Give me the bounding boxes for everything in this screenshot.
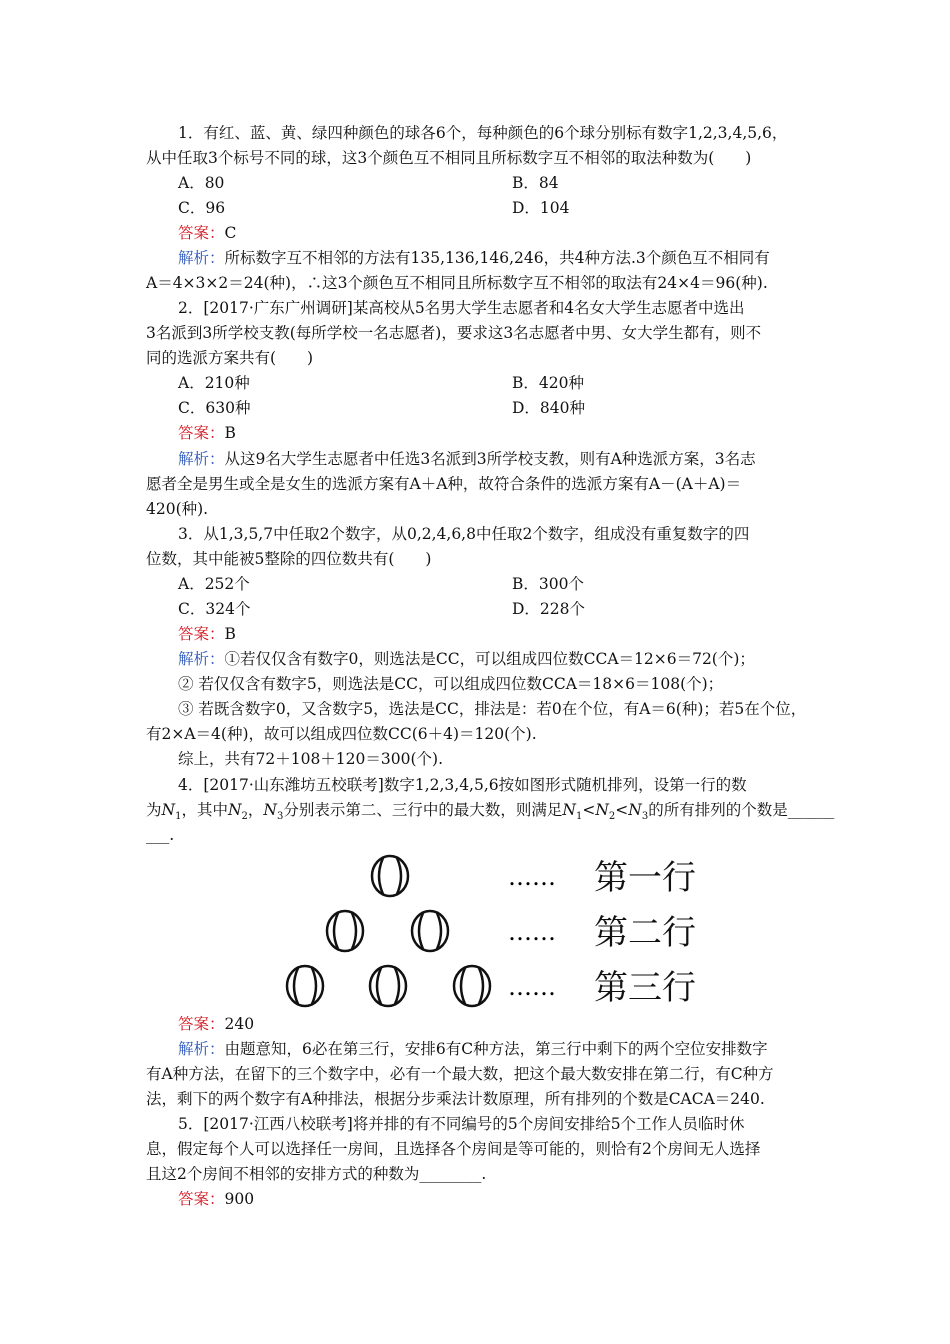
q2-analysis-line2: 愿者全是男生或全是女生的选派方案有A＋A种，故符合条件的选派方案有A－(A＋A)＝ [146,475,742,493]
q2-answer [178,422,236,444]
q2-answer-value: B [224,424,236,442]
ball-triangle-figure [280,838,720,1014]
q1-answer-value: C [224,224,237,242]
q1-analysis-line2: A＝4×3×2＝24(种)，∴这3个颜色互不相同且所标数字互不相邻的取法有24×4＝96(种). [146,274,768,292]
q3-answer-value: B [224,625,236,643]
q5-answer-value: 900 [224,1190,255,1208]
q4-stem-text-a: 为 [146,801,162,819]
q3-analysis-line4: 有2×A＝4(种)，故可以组成四位数CC(6＋4)＝120(个). [146,725,537,743]
q4-answer [178,1013,254,1035]
q3-answer [178,623,236,645]
q4-stem-line1: 4．[2017·山东潍坊五校联考]数字1,2,3,4,5,6按如图形式随机排列，设第一行的数 [178,776,747,794]
q3-stem-line2: 位数，其中能被5整除的四位数共有( ) [146,550,432,568]
q1-stem-line2: 从中任取3个标号不同的球，这3个颜色互不相同且所标数字互不相邻的取法种数为( ) [146,149,752,167]
q3-answer-label: 答案： [178,625,225,643]
q4-cond-n2: N [595,801,609,819]
q2-option-c: C．630种 [178,399,251,417]
q2-stem-line2: 3名派到3所学校支教(每所学校一名志愿者)，要求这3名志愿者中男、女大学生都有，则不 [146,324,762,342]
q2-stem-line3: 同的选派方案共有( ) [146,349,314,367]
ball-icon-row2-left [327,911,363,951]
q3-option-b: B．300个 [512,575,584,593]
q5-answer [178,1188,254,1210]
q3-analysis-line3: ③ 若既含数字0，又含数字5，选法是CC，排法是：若0在个位，有A＝6(种)；若5在个位， [178,700,807,718]
q5-answer-label: 答案： [178,1190,225,1208]
q4-stem-text-b: ，其中 [181,801,228,819]
q4-stem-line2 [146,799,834,828]
q1-option-d: D．104 [512,199,570,217]
q4-cond-n1-sub: 1 [575,811,583,823]
q1-answer [178,222,236,244]
ball-icon-row2-right [412,911,448,951]
q4-stem-text-e: 的所有排列的个数是______ [648,801,835,819]
q3-option-c: C．324个 [178,600,251,618]
q4-answer-label: 答案： [178,1015,225,1033]
q1-stem-line1: 1．有红、蓝、黄、绿四种颜色的球各6个，每种颜色的6个球分别标有数字1,2,3,4,5,6， [178,124,788,142]
q4-stem-text-d: 分别表示第二、三行中的最大数，则满足 [283,801,563,819]
q2-analysis-text1: 从这9名大学生志愿者中任选3名派到3所学校支教，则有A种选派方案，3名志 [224,450,756,468]
q3-analysis-label: 解析： [178,650,225,668]
q5-stem-line2: 息，假定每个人可以选择任一房间，且选择各个房间是等可能的，则恰有2个房间无人选择 [146,1140,761,1158]
q4-analysis-line2: 有A种方法，在留下的三个数字中，必有一个最大数，把这个最大数安排在第二行，有C种方 [146,1065,774,1083]
q3-option-a: A．252个 [178,575,250,593]
q4-cond-n2-sub: 2 [608,811,616,823]
q3-analysis-text1: ①若仅仅含有数字0，则选法是CC，可以组成四位数CCA＝12×6＝72(个)； [224,650,755,668]
q3-option-d: D．228个 [512,600,586,618]
q4-stem-line3: ___. [146,826,175,844]
q4-analysis-text1: 由题意知，6必在第三行，安排6有C种方法，第三行中剩下的两个空位安排数字 [224,1040,768,1058]
q1-option-a: A．80 [178,174,225,192]
q4-cond-n1: N [562,801,576,819]
q3-analysis-line1 [178,648,755,670]
q4-cond-lt2: < [615,801,629,819]
q3-analysis-line5: 综上，共有72＋108＋120＝300(个). [178,750,443,768]
row2-dots: …… [508,918,556,946]
q1-option-c: C．96 [178,199,226,217]
q1-answer-label: 答案： [178,224,225,242]
q5-stem-line1: 5．[2017·江西八校联考]将并排的有不同编号的5个房间安排给5个工作人员临时休 [178,1115,745,1133]
row1-label: 第一行 [594,858,696,898]
q4-cond-n3-sub: 3 [641,811,649,823]
row3-dots: …… [508,973,556,1001]
row2-label: 第二行 [594,913,696,953]
q4-cond-n3: N [628,801,642,819]
q4-analysis-line1 [178,1038,768,1060]
q2-stem-line1: 2．[2017·广东广州调研]某高校从5名男大学生志愿者和4名女大学生志愿者中选出 [178,299,745,317]
ball-icon-row3-middle [370,966,406,1006]
q3-stem-line1: 3．从1,3,5,7中任取2个数字，从0,2,4,6,8中任取2个数字，组成没有重复数字的四 [178,525,750,543]
row3-label: 第三行 [594,968,696,1008]
ball-icon-row1 [372,856,408,896]
q2-option-b: B．420种 [512,374,584,392]
q2-analysis-line1 [178,448,756,470]
q4-n3-sub: 3 [276,811,284,823]
q2-analysis-label: 解析： [178,450,225,468]
q3-analysis-line2: ② 若仅仅含有数字5，则选法是CC，可以组成四位数CCA＝18×6＝108(个)； [178,675,724,693]
q4-n1: N [161,801,176,819]
row1-dots: …… [508,863,556,891]
q4-n2: N [227,801,242,819]
q2-option-d: D．840种 [512,399,586,417]
q1-analysis-text1: 所标数字互不相邻的方法有135,136,146,246，共4种方法.3个颜色互不相同有 [224,249,770,267]
q4-stem-text-c: ， [247,801,264,819]
q4-n3: N [263,801,277,819]
q4-answer-value: 240 [224,1015,255,1033]
q5-stem-line3: 且这2个房间不相邻的安排方式的种数为________. [146,1165,487,1183]
q1-analysis-line1 [178,247,770,269]
q1-option-b: B．84 [512,174,559,192]
q2-analysis-line3: 420(种). [146,500,209,518]
q1-analysis-label: 解析： [178,249,225,267]
ball-icon-row3-right [454,966,490,1006]
q4-n1-sub: 1 [175,811,182,823]
q4-analysis-line3: 法，剩下的两个数字有A种排法，根据分步乘法计数原理，所有排列的个数是CACA＝240. [146,1090,765,1108]
q4-n2-sub: 2 [241,811,248,823]
q2-answer-label: 答案： [178,424,225,442]
q4-analysis-label: 解析： [178,1040,225,1058]
q2-option-a: A．210种 [178,374,250,392]
q4-cond-lt1: < [582,801,596,819]
ball-icon-row3-left [287,966,323,1006]
